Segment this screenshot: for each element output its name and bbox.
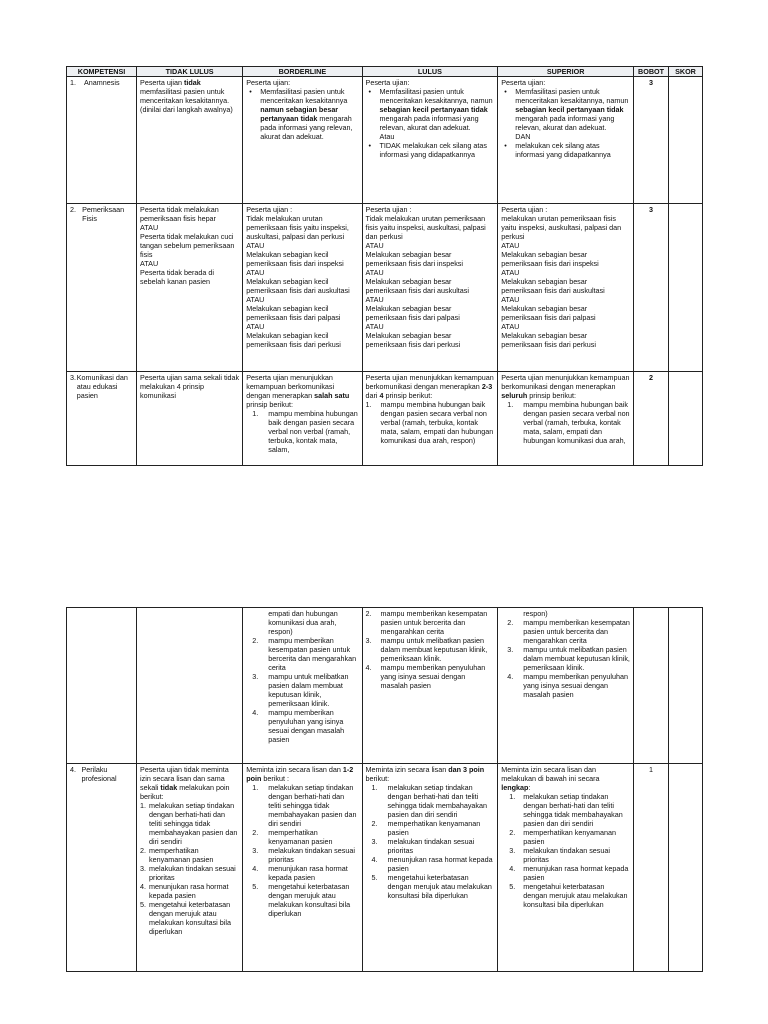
text: melakukan poin berikut: [140, 783, 230, 801]
text: Peserta ujian menunjukkan kemampuan berkomunikasi dengan menerapkan [246, 373, 335, 400]
text: Peserta ujian [140, 78, 184, 87]
bobot-cell: 3 [634, 204, 669, 372]
list-item: 1. mampu membina hubungan baik dengan pasien secara verbal non verbal (ramah, terbuka, kontak mata, salam, empati dan hubungan komunikasi dua arah, respon) [365, 400, 494, 445]
bold-text: 2-3 [481, 382, 493, 391]
text-line: Melakukan sebagian besar pemeriksaan fisis dari inspeksi [365, 250, 464, 268]
lulus-cell [362, 608, 498, 764]
bold-text: tidak [184, 78, 201, 87]
text: Peserta ujian: [246, 78, 291, 87]
list-number: 5. [252, 882, 259, 891]
text: melakukan tindakan sesuai prioritas [523, 846, 610, 864]
text-line: Melakukan sebagian kecil pemeriksaan fisis dari palpasi [246, 304, 341, 322]
text: mampu memberikan penyuluhan yang isinya sesuai dengan masalah pasien [268, 708, 345, 744]
bullet-list [246, 87, 358, 141]
list-number: 3. [365, 636, 372, 645]
superior-cell [498, 764, 634, 972]
text: memperhatikan kenyamanan pasien [268, 828, 333, 846]
numbered-list [501, 792, 630, 909]
text-line: Melakukan sebagian besar pemeriksaan fisis dari palpasi [501, 304, 596, 322]
text: prinsip berikut: [246, 400, 293, 409]
text-line: Melakukan sebagian besar pemeriksaan fisis dari auskultasi [501, 277, 605, 295]
row-number: 4. [70, 765, 76, 774]
list-item [501, 792, 630, 828]
bold-text: seluruh [501, 391, 528, 400]
list-number: 3. [140, 864, 147, 873]
kompetensi-cell [67, 204, 137, 372]
kompetensi-name: Pemeriksaan Fisis [82, 205, 125, 223]
text: Peserta ujian: [365, 78, 410, 87]
text: memperhatikan kenyamanan pasien [149, 846, 214, 864]
header-superior: SUPERIOR [498, 67, 634, 77]
text-line: Melakukan sebagian besar pemeriksaan fisis dari inspeksi [501, 250, 599, 268]
list-item [246, 783, 358, 828]
kompetensi-cell [67, 608, 137, 764]
text: melakukan cek silang atas informasi yang didapatkannya [515, 141, 611, 159]
list-number: 1. [509, 792, 516, 801]
list-number: 2. [140, 846, 147, 855]
text-line: ATAU [365, 268, 384, 277]
bobot-cell: 1 [634, 764, 669, 972]
row-number: 1. [70, 78, 76, 87]
list-number: 4. [509, 864, 516, 873]
text-line: ATAU [246, 295, 265, 304]
list-item [501, 141, 630, 159]
list-item: 1. mampu membina hubungan baik dengan pasien secara verbal non verbal (ramah, terbuka, kontak mata, salam, empati dan hubungan komunikasi dua arah, [507, 400, 630, 445]
list-item [140, 801, 239, 846]
text-line: Peserta ujian : [365, 205, 412, 214]
bold-text: namun sebagian besar pertanyaan tidak [260, 105, 339, 123]
text: mampu memberikan kesempatan pasien untuk bercerita dan mengarahkan cerita [523, 618, 630, 645]
list-item [501, 672, 630, 699]
list-number: 2. [252, 636, 259, 645]
text-line: melakukan urutan pemeriksaan fisis yaitu inspeksi, auskultasi, palpasi dan perkusi [501, 214, 622, 241]
text: : [528, 783, 531, 792]
list-item [366, 609, 495, 636]
text: mengetahui keterbatasan dengan merujuk atau melakukan konsultasi bila diperlukan [268, 882, 351, 918]
bold-text: dan 3 poin [448, 765, 485, 774]
list-number: 2. [507, 618, 514, 627]
list-number: 5. [371, 873, 378, 882]
skor-cell [669, 204, 703, 372]
text: Memfasilitasi pasien untuk menceritakan kesakitannya, namun [379, 87, 493, 105]
text: menunjukan rasa hormat kepada pasien [149, 882, 229, 900]
list-number: 2. [365, 609, 372, 618]
bold-text: tidak [160, 783, 178, 792]
text: melakukan tindakan sesuai prioritas [268, 846, 355, 864]
list-number: 3. [252, 846, 259, 855]
tidak-lulus-cell [137, 608, 243, 764]
text: melakukan setiap tindakan dengan berhati-hati dan teliti sehingga tidak membahayakan pasien dan diri sendiri [149, 801, 238, 846]
list-item [246, 87, 358, 141]
list-item [501, 846, 630, 864]
bold-text: salah satu [314, 391, 350, 400]
text: Peserta ujian menunjukkan kemampuan berkomunikasi dengan menerapkan [501, 373, 630, 391]
numbered-list [246, 783, 358, 918]
text: mampu memberikan penyuluhan yang isinya sesuai dengan masalah pasien [523, 672, 628, 699]
text: berikut : [261, 774, 289, 783]
text: mengarah pada informasi yang relevan, akurat dan adekuat. [260, 114, 353, 141]
list-item [246, 636, 358, 672]
list-item [366, 141, 495, 159]
header-bobot: BOBOT [634, 67, 669, 77]
text: Peserta ujian: [501, 78, 546, 87]
list-item [366, 636, 495, 663]
text: Peserta ujian tidak meminta izin secara lisan dan sama sekali [140, 765, 229, 792]
list-item [246, 828, 358, 846]
bobot-cell: 2 [634, 372, 669, 466]
text-line: ATAU [501, 241, 520, 250]
list-item [366, 783, 495, 819]
text: empati dan hubungan komunikasi dua arah, respon) [268, 609, 338, 636]
list-number: 1. [371, 783, 378, 792]
numbered-list [366, 783, 495, 900]
lulus-cell [362, 372, 498, 466]
list-item [366, 873, 495, 900]
list-number: 2. [371, 819, 378, 828]
row-number: 2. [70, 205, 76, 214]
bold-text: lengkap [501, 783, 529, 792]
text: mampu membina hubungan baik dengan pasien secara verbal non verbal (ramah, terbuka, kontak mata, salam, [268, 409, 358, 454]
numbered-list [366, 400, 495, 445]
text: TIDAK melakukan cek silang atas informasi yang didapatkannya [379, 141, 487, 159]
text: mengarah pada informasi yang relevan, akurat dan adekuat. [379, 114, 479, 132]
bullet-list [501, 87, 630, 159]
text: mampu memberikan kesempatan pasien untuk bercerita dan mengarahkan cerita [380, 609, 488, 636]
list-item [246, 882, 358, 918]
list-number: 4. [365, 663, 372, 672]
row-komunikasi-continued [67, 608, 703, 764]
row-perilaku-profesional [67, 764, 703, 972]
row-pemeriksaan-fisis [67, 204, 703, 372]
header-lulus: LULUS [362, 67, 498, 77]
borderline-cell [243, 77, 362, 204]
list-number: 2. [509, 828, 516, 837]
text-line: Melakukan sebagian besar pemeriksaan fisis dari palpasi [365, 304, 460, 322]
text: mengetahui keterbatasan dengan merujuk atau melakukan konsultasi bila diperlukan [149, 900, 231, 936]
header-row [67, 67, 703, 77]
text: memperhatikan kenyamanan pasien [387, 819, 481, 837]
numbered-list [140, 801, 239, 936]
text-line: Melakukan sebagian besar pemeriksaan fisis dari perkusi [365, 331, 461, 349]
borderline-cell [243, 204, 362, 372]
list-item [246, 708, 358, 744]
list-item [366, 819, 495, 837]
list-number: 4. [252, 708, 259, 717]
header-borderline: BORDERLINE [243, 67, 362, 77]
text: Meminta izin secara lisan dan melakukan di bawah ini secara [501, 765, 600, 783]
borderline-cell [243, 608, 362, 764]
list-number: 4. [140, 882, 147, 891]
tidak-lulus-cell [137, 204, 243, 372]
text-line: ATAU [365, 295, 384, 304]
text: melakukan setiap tindakan dengan berhati-hati dan teliti sehingga tidak membahayakan pasien dan diri sendiri [268, 783, 357, 828]
text: mengarah pada informasi yang relevan, akurat dan adekuat. [515, 114, 615, 132]
numbered-list [246, 636, 358, 744]
list-item [501, 645, 630, 672]
list-item [140, 864, 239, 882]
bobot-cell [634, 608, 669, 764]
list-number: 3. [507, 645, 514, 654]
bold-text: 1-2 poin [246, 765, 354, 783]
list-item [366, 663, 495, 690]
text-line: ATAU [365, 322, 384, 331]
list-item [501, 828, 630, 846]
bobot-cell: 3 [634, 77, 669, 204]
borderline-cell [243, 372, 362, 466]
text: Memfasilitasi pasien untuk menceritakan kesakitannya, namun [515, 87, 629, 105]
text: mampu untuk melibatkan pasien dalam membuat keputusan klinik, pemeriksaan klinik. [380, 636, 488, 663]
list-number: 2. [252, 828, 259, 837]
bold-text: sebagian kecil pertanyaan tidak [515, 105, 624, 114]
text-line: ATAU [246, 241, 265, 250]
list-item [246, 846, 358, 864]
text: mampu untuk melibatkan pasien dalam membuat keputusan klinik, pemeriksaan klinik. [268, 672, 349, 708]
lulus-cell [362, 77, 498, 204]
numbered-list [501, 618, 630, 699]
text-line: ATAU [365, 241, 384, 250]
text: melakukan setiap tindakan dengan berhati-hati dan teliti sehingga tidak membahayakan pasien dan diri sendiri [387, 783, 488, 819]
text-line: Peserta ujian : [246, 205, 293, 214]
bold-text: sebagian kecil pertanyaan tidak [379, 105, 488, 114]
header-kompetensi: KOMPETENSI [67, 67, 137, 77]
kompetensi-cell [67, 764, 137, 972]
bullet-list [366, 87, 495, 159]
list-number: 4. [252, 864, 259, 873]
row-anamnesis [67, 77, 703, 204]
text: respon) [523, 609, 548, 618]
text: mengetahui keterbatasan dengan merujuk atau melakukan konsultasi bila diperlukan [523, 882, 628, 909]
list-item: 1. mampu membina hubungan baik dengan pasien secara verbal non verbal (ramah, terbuka, kontak mata, salam, [252, 409, 358, 454]
text: mampu membina hubungan baik dengan pasien secara verbal non verbal (ramah, terbuka, kontak mata, salam, empati dan hubungan komunikasi dua arah, respon) [380, 400, 494, 445]
text: mampu untuk melibatkan pasien dalam membuat keputusan klinik, pemeriksaan klinik. [523, 645, 630, 672]
text: mampu memberikan kesempatan pasien untuk bercerita dan mengarahkan cerita [268, 636, 357, 672]
list-item [366, 837, 495, 855]
text: Meminta izin secara lisan dan [246, 765, 343, 774]
borderline-cell [243, 764, 362, 972]
text: prinsip berikut: [383, 391, 433, 400]
numbered-list [501, 400, 630, 445]
list-item [501, 87, 630, 141]
list-item [366, 87, 495, 141]
list-number: 4. [507, 672, 514, 681]
text: Atau [379, 132, 395, 141]
lulus-cell [362, 204, 498, 372]
text: menunjukan rasa hormat kepada pasien [523, 864, 629, 882]
list-number: 3. [371, 837, 378, 846]
list-number: 3. [509, 846, 516, 855]
text: melakukan setiap tindakan dengan berhati-hati dan teliti sehingga tidak membahayakan pasien dan diri sendiri [523, 792, 623, 828]
text-line: Melakukan sebagian besar pemeriksaan fisis dari perkusi [501, 331, 596, 349]
row-komunikasi [67, 372, 703, 466]
skor-cell [669, 77, 703, 204]
lulus-cell [362, 764, 498, 972]
kompetensi-cell [67, 77, 137, 204]
tidak-lulus-cell: Peserta ujian sama sekali tidak melakukan 4 prinsip komunikasi [137, 372, 243, 466]
numbered-list [246, 409, 358, 454]
text-line: Peserta tidak berada di sebelah kanan pasien [140, 268, 214, 286]
text: menunjukan rasa hormat kepada pasien [268, 864, 348, 882]
text: melakukan tindakan sesuai prioritas [387, 837, 475, 855]
text-line: ATAU [246, 322, 265, 331]
text-line: Tidak melakukan urutan pemeriksaan fisis yaitu inspeksi, auskultasi, palpasi dan perkusi [246, 214, 349, 241]
list-number: 5. [509, 882, 516, 891]
row-number: 3. [70, 373, 76, 382]
text: melakukan tindakan sesuai prioritas [149, 864, 236, 882]
list-number: 1. [140, 801, 147, 810]
text: mampu membina hubungan baik dengan pasien secara verbal non verbal (ramah, terbuka, kontak mata, salam, empati dan hubungan komunikasi dua arah, [523, 400, 630, 445]
list-item [366, 855, 495, 873]
rubric-table-top [66, 66, 703, 466]
header-skor: SKOR [669, 67, 703, 77]
text: Meminta izin secara lisan [365, 765, 449, 774]
text-line: Peserta ujian : [501, 205, 548, 214]
text-line: Melakukan sebagian kecil pemeriksaan fisis dari inspeksi [246, 250, 344, 268]
text-line: ATAU [501, 322, 520, 331]
skor-cell [669, 764, 703, 972]
list-number: 5. [140, 900, 147, 909]
list-item [501, 864, 630, 882]
text: memfasilitasi pasien untuk menceritakan kesakitannya. (dinilai dari langkah awalnya) [140, 87, 233, 114]
numbered-list [366, 609, 495, 690]
text: Memfasilitasi pasien untuk menceritakan kesakitannya [260, 87, 348, 105]
list-number: 1. [252, 783, 259, 792]
kompetensi-name: Perilaku profesional [81, 765, 117, 783]
kompetensi-cell [67, 372, 137, 466]
list-item [501, 618, 630, 645]
text-line: ATAU [140, 259, 159, 268]
text-line: ATAU [501, 295, 520, 304]
list-item [140, 900, 239, 936]
kompetensi-name: Anamnesis [84, 78, 120, 87]
superior-cell [498, 608, 634, 764]
list-item [246, 864, 358, 882]
superior-cell [498, 204, 634, 372]
text-line: Peserta tidak melakukan cuci tangan sebelum pemeriksaan fisis [140, 232, 235, 259]
text-line: ATAU [501, 268, 520, 277]
text: dari [365, 391, 380, 400]
list-item [246, 672, 358, 708]
text-line: Tidak melakukan urutan pemeriksaan fisis yaitu inspeksi, auskultasi, palpasi dan perkusi [365, 214, 486, 241]
text-line: Melakukan sebagian kecil pemeriksaan fisis dari auskultasi [246, 277, 350, 295]
text-line: ATAU [140, 223, 159, 232]
header-tidak-lulus: TIDAK LULUS [137, 67, 243, 77]
list-number: 3. [252, 672, 259, 681]
list-item [140, 846, 239, 864]
superior-cell [498, 77, 634, 204]
list-item [140, 882, 239, 900]
text: mampu memberikan penyuluhan yang isinya sesuai dengan masalah pasien [380, 663, 486, 690]
text: prinsip berikut: [527, 391, 576, 400]
text-line: Melakukan sebagian kecil pemeriksaan fisis dari perkusi [246, 331, 341, 349]
kompetensi-name: Komunikasi dan atau edukasi pasien [76, 373, 128, 400]
text: memperhatikan kenyamanan pasien [523, 828, 616, 846]
bold-text: 4 [379, 391, 384, 400]
text: mengetahui keterbatasan dengan merujuk atau melakukan konsultasi bila diperlukan [387, 873, 492, 900]
text-line: ATAU [246, 268, 265, 277]
text-line: Melakukan sebagian besar pemeriksaan fisis dari auskultasi [365, 277, 469, 295]
list-item [501, 882, 630, 909]
tidak-lulus-cell [137, 77, 243, 204]
skor-cell [669, 608, 703, 764]
skor-cell [669, 372, 703, 466]
tidak-lulus-cell [137, 764, 243, 972]
text: Peserta ujian menunjukkan kemampuan berkomunikasi dengan menerapkan [365, 373, 494, 391]
text: menunjukan rasa hormat kepada pasien [387, 855, 493, 873]
superior-cell [498, 372, 634, 466]
text: berikut: [365, 774, 390, 783]
list-number: 4. [371, 855, 378, 864]
text-line: Peserta tidak melakukan pemeriksaan fisis hepar [140, 205, 219, 223]
rubric-table-bottom [66, 607, 703, 972]
text: DAN [515, 132, 531, 141]
